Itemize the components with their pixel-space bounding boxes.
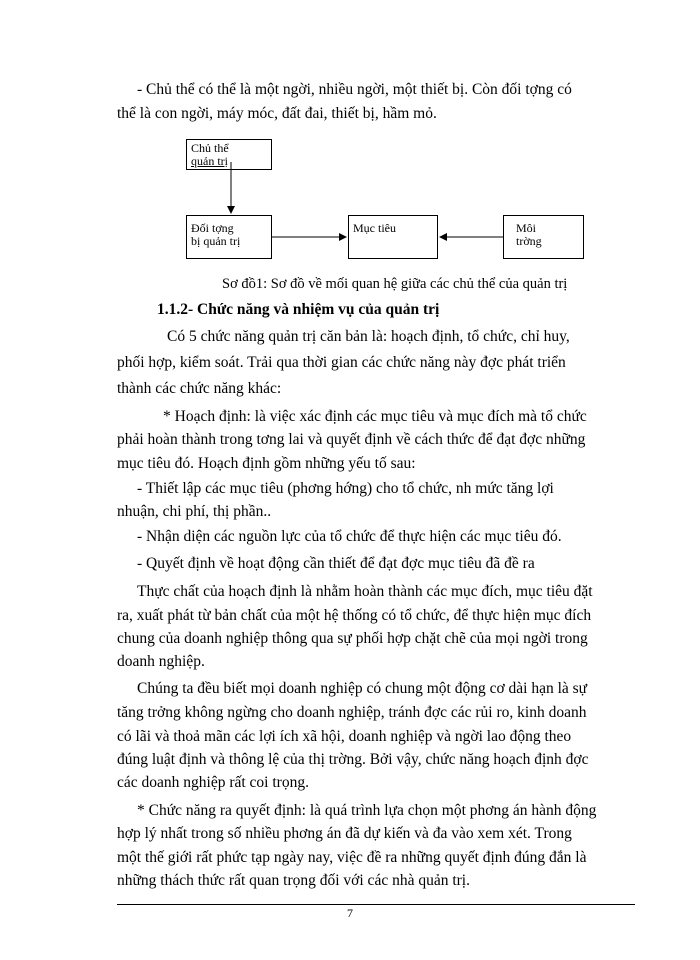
paragraph-line: Có 5 chức năng quản trị căn bản là: hoạch định, tổ chức, chỉ huy, <box>167 328 570 345</box>
bullet-line: - Thiết lập các mục tiêu (phơng hớng) cho tổ chức, nh mức tăng lợi <box>137 480 554 497</box>
paragraph-line: Thực chất của hoạch định là nhằm hoàn thành các mục đích, mục tiêu đặt <box>137 583 593 600</box>
footer-rule <box>117 904 635 905</box>
paragraph-line: * Hoạch định: là việc xác định các mục tiêu và mục đích mà tổ chức <box>163 408 587 425</box>
box-subject-label-2: quản trị <box>191 154 228 168</box>
box-env-label-1: Môi <box>516 221 537 235</box>
paragraph-line: những thách thức rất quan trọng đối với các nhà quản trị. <box>117 872 470 889</box>
box-object-label-2: bị quản trị <box>191 234 241 248</box>
box-object-label-1: Đối tợng <box>191 221 234 235</box>
section-heading: 1.1.2- Chức năng và nhiệm vụ của quản trị <box>157 301 440 318</box>
paragraph-line: doanh nghiệp. <box>117 653 205 670</box>
paragraph-line: hợp lý nhất trong số nhiều phơng án đã dự kiến và đa vào xem xét. Trong <box>117 825 572 842</box>
box-goal-label: Mục tiêu <box>353 221 396 235</box>
bullet-line: - Quyết định về hoạt động cần thiết để đạt đợc mục tiêu đã đề ra <box>137 555 535 572</box>
paragraph-line: * Chức năng ra quyết định: là quá trình lựa chọn một phơng án hành động <box>137 802 597 819</box>
bullet-line: - Nhận diện các nguồn lực của tổ chức để thực hiện các mục tiêu đó. <box>137 528 562 545</box>
paragraph-line: - Chủ thể có thể là một ngời, nhiều ngời, một thiết bị. Còn đối tợng có <box>137 81 572 98</box>
paragraph-line: ra, xuất phát từ bản chất của một hệ thống có tổ chức, để thực hiện mục đích <box>117 607 592 624</box>
paragraph-line: thể là con ngời, máy móc, đất đai, thiết bị, hầm mỏ. <box>117 105 437 122</box>
paragraph-line: đúng luật định và thông lệ của thị trờng. Bởi vậy, chức năng hoạch định đợc <box>117 751 589 768</box>
diagram-arrows <box>0 0 700 300</box>
paragraph-line: thành các chức năng khác: <box>117 380 282 397</box>
paragraph-line: phải hoàn thành trong tơng lai và quyết định về cách thức để đạt đợc những <box>117 431 586 448</box>
box-env-label-2: trờng <box>516 234 542 248</box>
paragraph-line: phối hợp, kiểm soát. Trải qua thời gian các chức năng này đợc phát triển <box>117 354 566 371</box>
bullet-line: nhuận, chi phí, thị phần.. <box>117 503 272 520</box>
paragraph-line: tăng trởng không ngừng cho doanh nghiệp, tránh đợc các rủi ro, kinh doanh <box>117 704 587 721</box>
paragraph-line: chung của doanh nghiệp thông qua sự phối hợp chặt chẽ của mọi ngời trong <box>117 630 588 647</box>
paragraph-line: một thế giới rất phức tạp ngày nay, việc đề ra những quyết định đúng đắn là <box>117 849 587 866</box>
paragraph-line: các doanh nghiệp rất coi trọng. <box>117 774 309 791</box>
page-number: 7 <box>347 906 353 920</box>
paragraph-line: mục tiêu đó. Hoạch định gồm những yếu tố sau: <box>117 455 416 472</box>
paragraph-line: có lãi và thoả mãn các lợi ích xã hội, doanh nghiệp và ngời lao động theo <box>117 728 572 745</box>
box-subject-label-1: Chủ thể <box>191 141 229 155</box>
paragraph-line: Chúng ta đều biết mọi doanh nghiệp có chung một động cơ dài hạn là sự <box>137 680 588 697</box>
diagram-caption: Sơ đồ1: Sơ đồ về mối quan hệ giữa các chủ thể của quản trị <box>222 276 568 292</box>
